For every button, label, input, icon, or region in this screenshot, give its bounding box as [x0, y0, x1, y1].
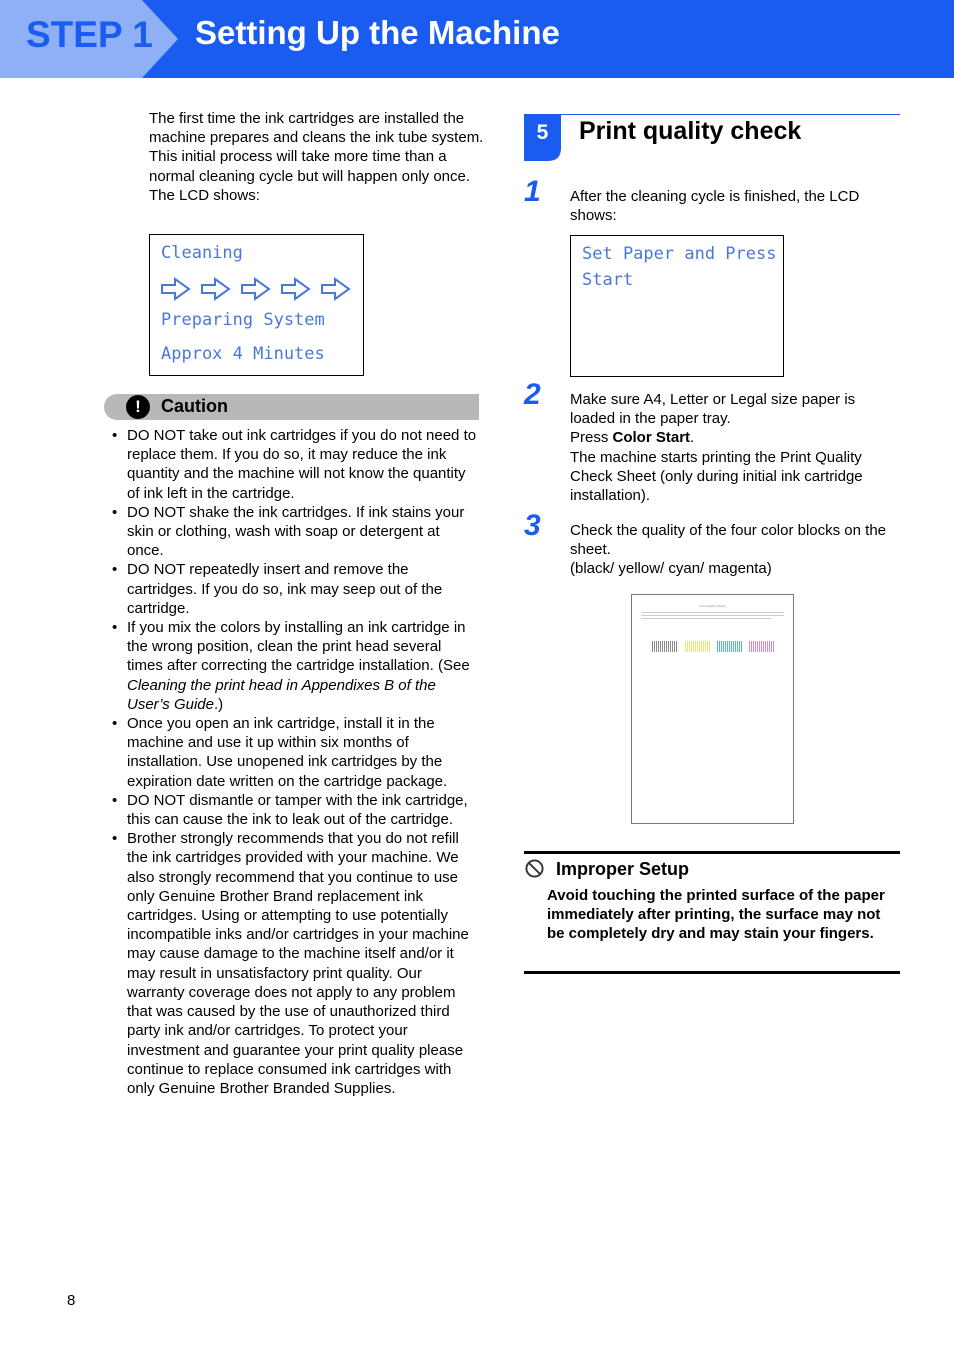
caution-item	[108, 618, 480, 714]
lcd-line-approx: Approx 4 Minutes	[161, 344, 325, 364]
cyan-block	[717, 641, 742, 652]
color-start-key: Color Start	[612, 429, 691, 447]
sheet-title: Print Quality Check	[699, 604, 726, 608]
step-line: The machine starts printing the Print Quality Check Sheet (only during initial ink cartridge installation).	[570, 448, 863, 505]
caution-list	[108, 426, 480, 1098]
improper-title: Improper Setup	[556, 859, 690, 879]
step-number: 3	[524, 509, 541, 542]
lcd-line-preparing: Preparing System	[161, 310, 325, 330]
step-label: STEP 1	[26, 14, 153, 55]
exclamation-icon: !	[126, 395, 150, 419]
step-line: Make sure A4, Letter or Legal size paper is loaded in the paper tray.	[570, 391, 856, 428]
lcd-line-start: Start	[582, 270, 634, 290]
sheet-text-line	[641, 615, 784, 616]
caution-item-text: .)	[213, 695, 224, 713]
arrow-right-icon	[320, 277, 351, 301]
improper-text: Avoid touching the printed surface of the paper immediately after printing, the surface may not be completely dry and may stain your fingers.	[547, 887, 885, 943]
lcd-intro: The LCD shows:	[149, 186, 260, 204]
no-entry-icon	[525, 859, 544, 878]
lcd-line-cleaning: Cleaning	[161, 243, 243, 263]
arrow-right-icon	[160, 277, 191, 301]
step-line	[570, 428, 900, 447]
caution-item-text: If you mix the colors by installing an ink cartridge in the wrong position, clean the print head several times after correcting the cartridge installation. (See	[127, 619, 470, 675]
step-text	[570, 390, 900, 505]
sheet-text-line	[641, 618, 771, 619]
page-title: Setting Up the Machine	[195, 14, 560, 51]
caution-item: • DO NOT take out ink cartridges if you do not need to replace them. If you do so, it may reduce the ink quantity and the machine will not know the quantity of ink left in the cartridge.	[108, 426, 480, 503]
caution-item: • DO NOT shake the ink cartridges. If ink stains your skin or clothing, wash with soap or detergent at once.	[108, 503, 480, 561]
lcd-line-set-paper: Set Paper and Press	[582, 244, 777, 264]
step-text: After the cleaning cycle is finished, the LCD shows:	[570, 188, 860, 225]
section-number: 5	[536, 121, 549, 144]
step-number: 1	[524, 175, 541, 208]
section-title: Print quality check	[579, 117, 802, 145]
magenta-block	[749, 641, 774, 652]
sheet-text-line	[641, 612, 784, 613]
press-prefix: Press	[570, 429, 613, 447]
caution-item: • Once you open an ink cartridge, install it in the machine and use it up within six months of installation. Use unopened ink cartridges by the expiration date written on the cartridge package.	[108, 714, 480, 791]
intro-text	[149, 109, 484, 205]
lcd-arrow-row	[160, 277, 351, 301]
page-number: 8	[67, 1292, 76, 1309]
guide-reference: Cleaning the print head in Appendixes B of the User’s Guide	[127, 676, 436, 713]
intro-paragraph: The first time the ink cartridges are installed the machine prepares and cleans the ink tube system. This initial process will take more time than a normal cleaning cycle but will happen only once.	[149, 110, 484, 185]
arrow-right-icon	[280, 277, 311, 301]
section-rule	[524, 114, 900, 115]
step-number: 2	[524, 378, 541, 411]
black-block	[652, 641, 677, 652]
step-line: (black/ yellow/ cyan/ magenta)	[570, 560, 772, 578]
improper-bottom-rule	[524, 971, 900, 974]
arrow-right-icon	[200, 277, 231, 301]
caution-title: Caution	[161, 396, 228, 416]
caution-item: • Brother strongly recommends that you do not refill the ink cartridges provided with your machine. We also strongly recommend that you continue to use only Genuine Brother Brand replacement ink cartridges. Using or attempting to use potentially incompatible inks and/or cartridges in your machine may cause damage to the machine itself and/or it may result in unsatisfactory print quality. Our warranty coverage does not apply to any problem that was caused by the use of unauthorized third party ink and/or cartridges. To protect your investment and guarantee your print quality please continue to replace consumed ink cartridges with only Genuine Brother Branded Supplies.	[108, 829, 480, 1098]
print-quality-sheet	[631, 594, 794, 824]
press-suffix: .	[690, 429, 695, 447]
step-text	[570, 521, 900, 579]
lcd-display-set-paper	[570, 235, 784, 377]
caution-item: • DO NOT dismantle or tamper with the ink cartridge, this can cause the ink to leak out of the cartridge.	[108, 791, 480, 829]
lcd-display-cleaning	[149, 234, 364, 376]
step-line: Check the quality of the four color blocks on the sheet.	[570, 522, 887, 559]
yellow-block	[685, 641, 710, 652]
arrow-right-icon	[240, 277, 271, 301]
caution-item: • DO NOT repeatedly insert and remove the cartridges. If you do so, ink may seep out of the cartridge.	[108, 560, 480, 618]
improper-top-rule	[524, 851, 900, 854]
